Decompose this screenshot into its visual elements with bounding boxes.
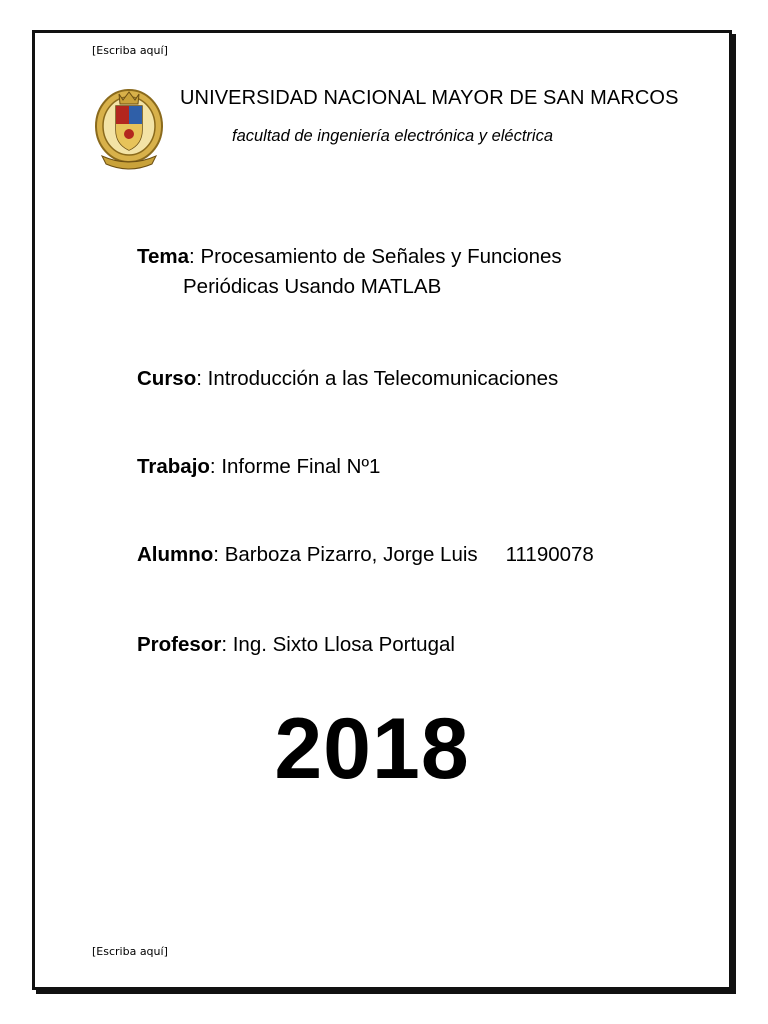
field-curso: Curso: Introducción a las Telecomunicaciones — [137, 367, 559, 390]
field-tema: Tema: Procesamiento de Señales y Funciones Periódicas Usando MATLAB — [137, 242, 562, 302]
field-profesor: Profesor: Ing. Sixto Llosa Portugal — [137, 633, 455, 656]
page-border — [32, 30, 732, 990]
alumno-label: Alumno — [137, 543, 214, 566]
profesor-value: Ing. Sixto Llosa Portugal — [232, 633, 455, 656]
tema-label: Tema — [137, 245, 190, 268]
curso-value: Introducción a las Telecomunicaciones — [207, 367, 559, 390]
alumno-code: 11190078 — [505, 543, 594, 566]
field-alumno: Alumno: Barboza Pizarro, Jorge Luis 11190078 — [137, 543, 594, 566]
university-crest-icon — [92, 84, 166, 170]
university-name: UNIVERSIDAD NACIONAL MAYOR DE SAN MARCOS — [180, 87, 679, 109]
year-title: 2018 — [274, 701, 470, 797]
field-trabajo: Trabajo: Informe Final Nº1 — [137, 455, 381, 478]
header-placeholder[interactable]: [Escriba aquí] — [92, 44, 168, 57]
curso-label: Curso — [137, 367, 197, 390]
alumno-value: Barboza Pizarro, Jorge Luis — [224, 543, 478, 566]
tema-value-line2: Periódicas Usando MATLAB — [183, 275, 442, 298]
profesor-label: Profesor — [137, 633, 222, 656]
footer-placeholder[interactable]: [Escriba aquí] — [92, 945, 168, 958]
faculty-name: facultad de ingeniería electrónica y eléctrica — [232, 127, 554, 145]
tema-value-line1: Procesamiento de Señales y Funciones — [200, 245, 562, 268]
trabajo-value: Informe Final Nº1 — [221, 455, 381, 478]
trabajo-label: Trabajo — [137, 455, 210, 478]
